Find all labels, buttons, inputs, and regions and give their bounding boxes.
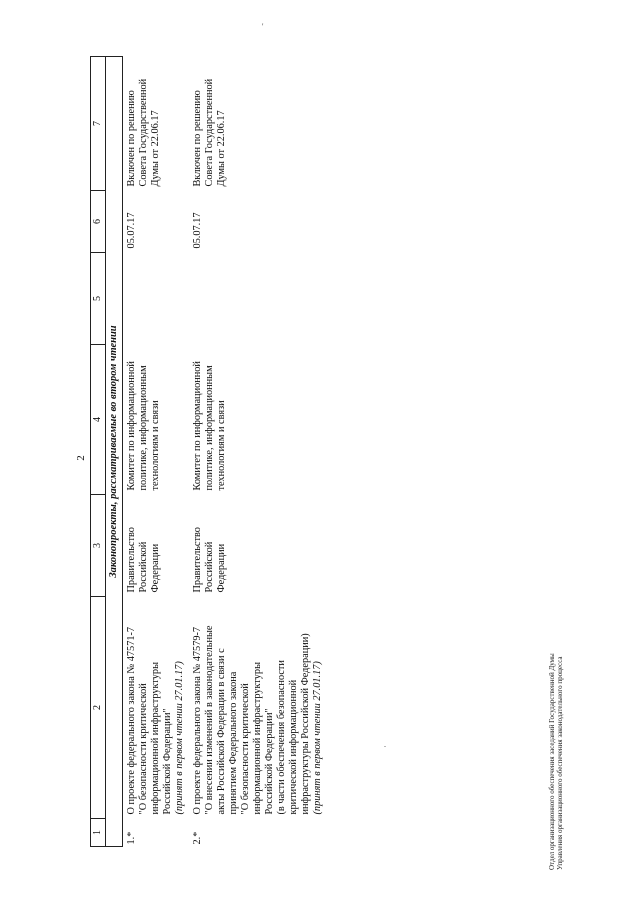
reading-note: (принят в первом чтении 27.01.17) bbox=[312, 661, 323, 815]
table-row bbox=[123, 57, 190, 847]
column-header: 1 bbox=[91, 819, 106, 847]
column-header: 4 bbox=[91, 345, 106, 495]
date: 05.07.17 bbox=[126, 212, 137, 249]
column-header: 3 bbox=[91, 495, 106, 597]
bill-title-line: информационной инфраструктуры bbox=[252, 662, 263, 815]
column-header: 7 bbox=[91, 57, 106, 191]
page-number: 2 bbox=[75, 455, 87, 461]
column-header: 6 bbox=[91, 191, 106, 253]
bill-title-line: критической информационной bbox=[288, 679, 299, 815]
footer-line: Отдел организационного обеспечения заседаний Государственной Думы bbox=[548, 653, 556, 870]
column-5-value bbox=[123, 253, 190, 345]
scan-speck: ' bbox=[262, 22, 264, 31]
bill-title-line: "О безопасности критической bbox=[138, 683, 149, 815]
initiator: Правительство Российской Федерации bbox=[126, 527, 161, 593]
date: 05.07.17 bbox=[192, 212, 203, 249]
decision: Включен по решению Совета Государственной Думы от 22.06.17 bbox=[126, 78, 161, 187]
bill-title-line: "О внесении изменений в законодательные bbox=[204, 625, 215, 815]
reading-note: (принят в первом чтении 27.01.17) bbox=[174, 661, 185, 815]
bill-title-line: акты Российской Федерации в связи с bbox=[216, 648, 227, 815]
bill-title-line: инфраструктуры Российской Федерации) bbox=[300, 633, 311, 815]
column-header: 5 bbox=[91, 253, 106, 345]
section-heading: Законопроекты, рассматриваемые во втором чтении bbox=[106, 57, 123, 847]
bill-title-line: принятием Федерального закона bbox=[228, 671, 239, 815]
footer-line: Управления организационного обеспечения законодательного процесса bbox=[556, 656, 564, 870]
table-row bbox=[189, 57, 327, 847]
bill-title-line: Российской Федерации" bbox=[264, 708, 275, 815]
responsible-committee: Комитет по информационной политике, информационным технологиям и связи bbox=[126, 361, 161, 491]
bill-title-line: Российской Федерации" bbox=[162, 708, 173, 815]
responsible-committee: Комитет по информационной политике, информационным технологиям и связи bbox=[192, 361, 227, 491]
section-heading-row bbox=[106, 57, 123, 847]
column-header-row bbox=[91, 57, 106, 847]
column-header: 2 bbox=[91, 597, 106, 819]
bill-title-line: (в части обеспечения безопасности bbox=[276, 660, 287, 815]
bill-title bbox=[123, 597, 190, 819]
row-number: 2.* bbox=[192, 831, 203, 845]
bill-title-line: О проекте федерального закона № 47571-7 bbox=[126, 626, 137, 815]
bill-title-line: "О безопасности критической bbox=[240, 683, 251, 815]
bill-title-line: О проекте федерального закона № 47579-7 bbox=[192, 626, 203, 815]
footer-note bbox=[548, 570, 564, 870]
decision: Включен по решению Совета Государственной Думы от 22.06.17 bbox=[192, 78, 227, 187]
column-5-value bbox=[189, 253, 327, 345]
agenda-document bbox=[90, 57, 323, 847]
scan-speck: . bbox=[384, 740, 386, 749]
bill-title bbox=[189, 597, 327, 819]
row-number: 1.* bbox=[126, 831, 137, 845]
bill-title-line: информационной инфраструктуры bbox=[150, 662, 161, 815]
initiator: Правительство Российской Федерации bbox=[192, 527, 227, 593]
agenda-table bbox=[90, 56, 327, 847]
